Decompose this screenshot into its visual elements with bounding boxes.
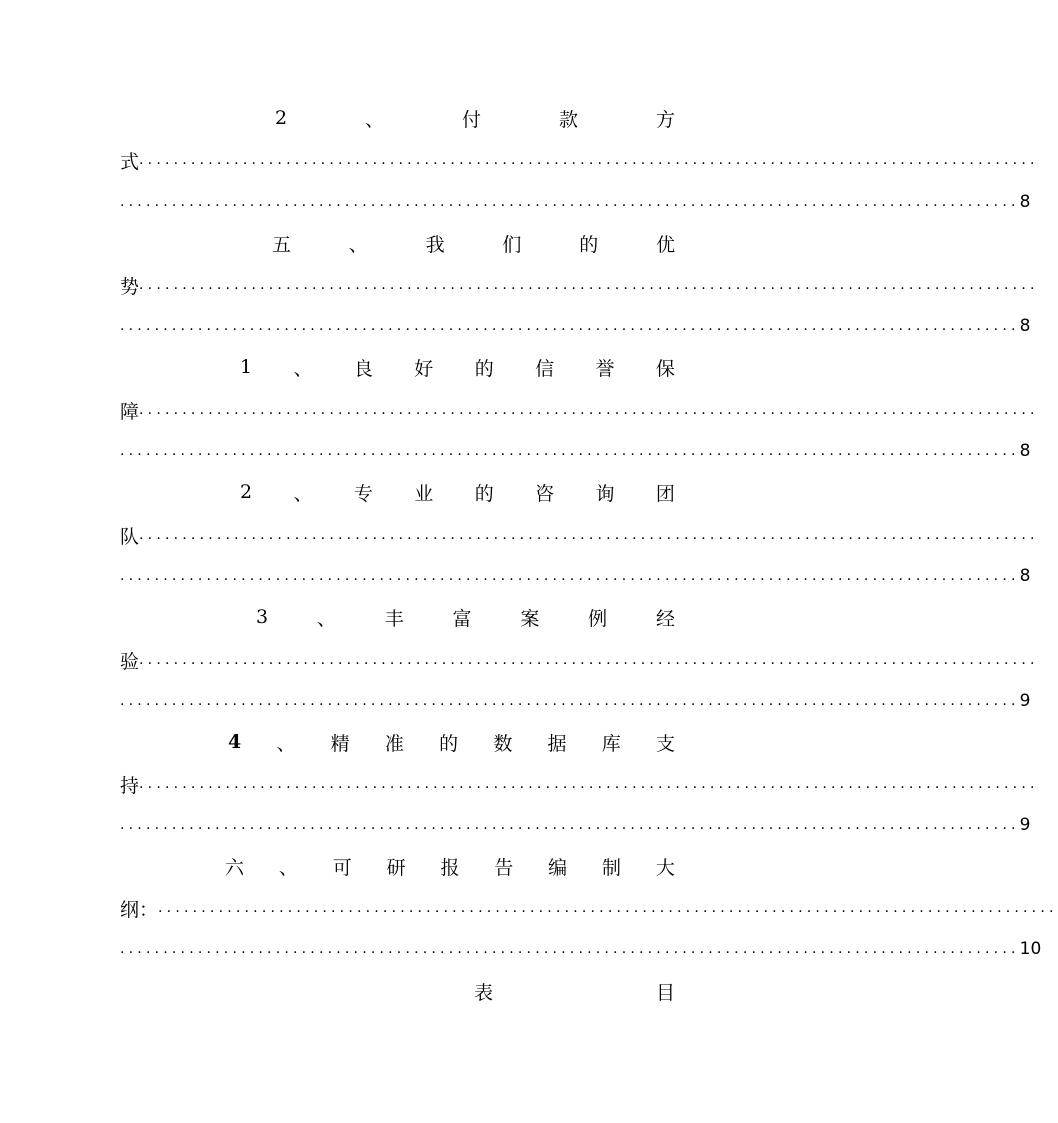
toc-cont-text: 持 [120,774,140,797]
toc-leader-line [120,438,1031,464]
toc-char: 、 [348,233,368,256]
dot-leader: ........................................................................................................ [139,152,1039,168]
dot-leader: ........................................................................................................ [139,527,1039,543]
toc-page-number: 8 [1019,441,1031,461]
toc-char: 库 [601,732,621,755]
toc-char: 五 [272,233,292,256]
toc-cont-text: 式 [120,150,140,173]
toc-char: 誉 [595,357,615,380]
toc-heading [240,479,675,505]
toc-char: 我 [425,233,445,256]
toc-char: 团 [655,482,675,505]
toc-char: 方 [655,108,675,131]
toc-page-number: 9 [1019,691,1031,711]
toc-leader-line [120,936,1042,962]
toc-continuation [120,147,1039,173]
dot-leader: ........................................................................................................ [120,941,1020,957]
dot-leader: ........................................................................................................ [120,318,1020,334]
toc-page-number: 8 [1019,316,1031,336]
dot-leader: ........................................................................................................ [139,652,1039,668]
toc-heading [228,729,675,755]
dot-leader: ........................................................................................................ [120,817,1020,833]
toc-char: 的 [474,482,494,505]
toc-char: 、 [365,108,385,131]
toc-continuation [120,647,1039,673]
toc-char: 数 [493,732,513,755]
toc-char: 2 [275,107,288,129]
heading-char: 表 [474,981,494,1004]
toc-cont-text: 验 [120,650,140,673]
toc-continuation [120,895,1058,921]
toc-cont-text: 队 [120,525,140,548]
toc-char: 、 [276,732,296,755]
toc-char: 4 [228,731,242,753]
toc-char: 保 [655,357,675,380]
toc-page-number: 9 [1019,815,1031,835]
toc-leader-line [120,189,1031,215]
dot-leader: ........................................................................................................ [120,443,1020,459]
toc-char: 支 [655,732,675,755]
toc-char: 准 [384,732,404,755]
toc-continuation [120,272,1039,298]
toc-cont-text: 纲： [120,898,159,921]
dot-leader: ........................................................................................................ [158,900,1058,916]
dot-leader: ........................................................................................................ [120,693,1020,709]
toc-cont-text: 势 [120,275,140,298]
toc-char: 精 [330,732,350,755]
toc-leader-line [120,688,1031,714]
toc-char: 六 [225,856,245,879]
toc-leader-line [120,313,1031,339]
toc-char: 业 [414,482,434,505]
toc-heading [275,105,675,131]
dot-leader: ........................................................................................................ [139,402,1039,418]
toc-char: 告 [494,856,514,879]
toc-char: 良 [353,357,373,380]
toc-char: 经 [655,607,675,630]
toc-continuation [120,771,1039,797]
toc-char: 的 [579,233,599,256]
toc-page-number: 8 [1019,566,1031,586]
toc-continuation [120,397,1039,423]
toc-leader-line [120,812,1031,838]
dot-leader: ........................................................................................................ [139,776,1039,792]
heading-char: 目 [655,981,675,1004]
toc-char: 案 [520,607,540,630]
toc-char: 咨 [535,482,555,505]
toc-char: 3 [256,606,269,628]
toc-heading [225,853,675,879]
list-of-tables-heading [474,978,675,1004]
toc-leader-line [120,563,1031,589]
toc-cont-text: 障 [120,400,140,423]
dot-leader: ........................................................................................................ [120,568,1020,584]
toc-char: 、 [278,856,298,879]
toc-char: 编 [548,856,568,879]
toc-page-number: 8 [1019,192,1031,212]
toc-char: 询 [595,482,615,505]
toc-char: 信 [535,357,555,380]
toc-char: 付 [462,108,482,131]
toc-char: 制 [602,856,622,879]
toc-continuation [120,522,1039,548]
toc-char: 2 [240,481,253,503]
toc-heading [256,604,675,630]
toc-char: 、 [316,607,336,630]
toc-char: 、 [293,482,313,505]
toc-char: 优 [655,233,675,256]
toc-char: 好 [414,357,434,380]
dot-leader: ........................................................................................................ [120,194,1020,210]
toc-char: 、 [293,357,313,380]
toc-heading [272,230,675,256]
toc-char: 款 [558,108,578,131]
dot-leader: ........................................................................................................ [139,277,1039,293]
toc-char: 专 [353,482,373,505]
toc-char: 例 [588,607,608,630]
toc-char: 据 [547,732,567,755]
toc-heading [240,354,675,380]
toc-char: 可 [332,856,352,879]
toc-char: 报 [440,856,460,879]
toc-char: 的 [439,732,459,755]
toc-char: 富 [452,607,472,630]
toc-char: 1 [240,356,253,378]
toc-char: 们 [502,233,522,256]
toc-char: 丰 [384,607,404,630]
toc-char: 的 [474,357,494,380]
toc-char: 研 [386,856,406,879]
toc-page-number: 10 [1019,939,1042,959]
toc-char: 大 [655,856,675,879]
